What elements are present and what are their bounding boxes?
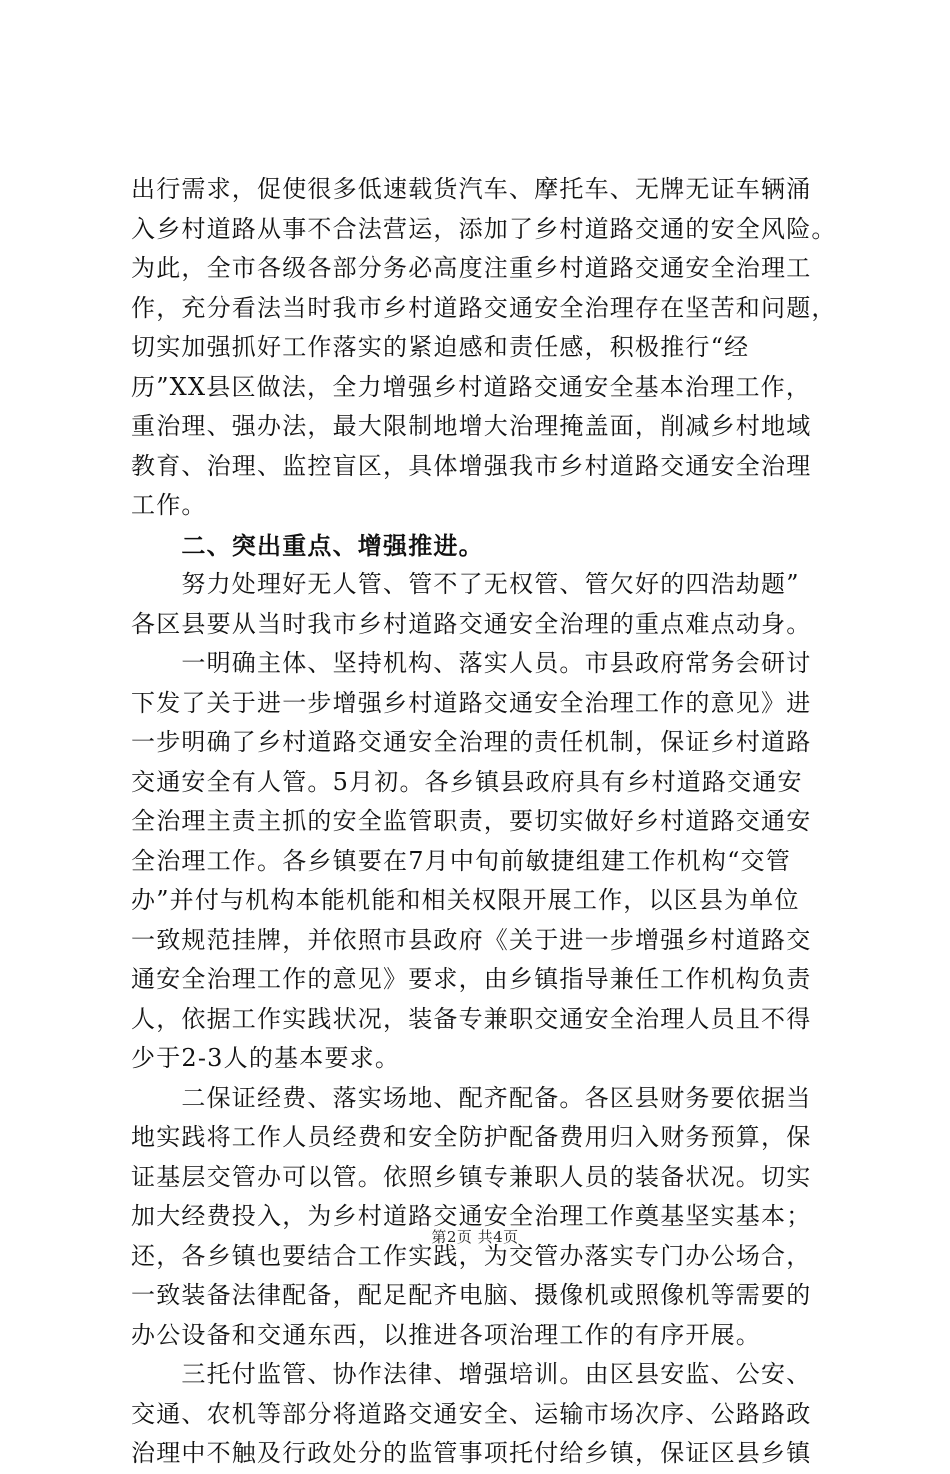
text-line: 还，各乡镇也要结合工作实践，为交管办落实专门办公场合， (131, 1241, 812, 1270)
text-line: 入乡村道路从事不合法营运，添加了乡村道路交通的安全风险。 (131, 214, 837, 243)
text-line: 为此，全市各级各部分务必高度注重乡村道路交通安全治理工 (131, 254, 812, 282)
text-line: 一致装备法律配备，配足配齐电脑、摄像机或照像机等需要的 (131, 1281, 812, 1309)
text-line: 证基层交管办可以管。依照乡镇专兼职人员的装备状况。切实 (131, 1162, 812, 1191)
text-line: 办公设备和交通东西，以推进各项治理工作的有序开展。 (131, 1320, 761, 1349)
text-line: 一步明确了乡村道路交通安全治理的责任机制，保证乡村道路 (131, 728, 812, 756)
text-line: 人，依据工作实践状况，装备专兼职交通安全治理人员且不得 (131, 1004, 812, 1033)
text-line: 少于2-3人的基本要求。 (131, 1044, 401, 1072)
text-line: 全治理主责主抓的安全监管职责，要切实做好乡村道路交通安 (131, 807, 812, 835)
text-line: 历”XX县区做法，全力增强乡村道路交通安全基本治理工作， (131, 372, 812, 401)
text-line: 努力处理好无人管、管不了无权管、管欠好的四浩劫题” (131, 570, 800, 598)
text-line: 办”并付与机构本能机能和相关权限开展工作，以区县为单位 (131, 886, 800, 914)
text-line: 二保证经费、落实场地、配齐配备。各区县财务要依据当 (131, 1083, 812, 1112)
text-line: 教育、治理、监控盲区，具体增强我市乡村道路交通安全治理 (131, 451, 812, 480)
text-line: 交通安全有人管。5月初。各乡镇县政府具有乡村道路交通安 (131, 767, 803, 796)
text-line: 一明确主体、坚持机构、落实人员。市县政府常务会研讨 (131, 649, 812, 677)
text-line: 通安全治理工作的意见》要求，由乡镇指导兼任工作机构负责 (131, 965, 812, 993)
text-line: 下发了关于进一步增强乡村道路交通安全治理工作的意见》进 (131, 688, 812, 717)
text-line: 工作。 (131, 491, 207, 519)
text-line: 交通、农机等部分将道路交通安全、运输市场次序、公路路政 (131, 1399, 812, 1428)
body-text (131, 170, 837, 1474)
page-footer: 第2页 共4页 (431, 1228, 519, 1246)
text-line: 重治理、强办法，最大限制地增大治理掩盖面，削减乡村地域 (131, 412, 812, 440)
text-line: 地实践将工作人员经费和安全防护配备费用归入财务预算，保 (131, 1123, 812, 1151)
text-line: 治理中不触及行政处分的监管事项托付给乡镇，保证区县乡镇 (131, 1439, 812, 1467)
text-line: 各区县要从当时我市乡村道路交通安全治理的重点难点动身。 (131, 609, 812, 638)
text-line: 切实加强抓好工作落实的紧迫感和责任感，积极推行“经 (131, 333, 750, 361)
text-line: 出行需求，促使很多低速载货汽车、摩托车、无牌无证车辆涌 (131, 175, 812, 203)
text-line: 作，充分看法当时我市乡村道路交通安全治理存在坚苦和问题， (131, 293, 837, 322)
text-line: 全治理工作。各乡镇要在7月中旬前敏捷组建工作机构“交管 (131, 846, 791, 875)
text-line: 加大经费投入，为乡村道路交通安全治理工作奠基坚实基本； (131, 1202, 812, 1230)
text-line: 一致规范挂牌，并依照市县政府《关于进一步增强乡村道路交 (131, 925, 812, 954)
text-line: 三托付监管、协作法律、增强培训。由区县安监、公安、 (131, 1360, 812, 1388)
section-heading: 二、突出重点、增强推进。 (131, 530, 484, 560)
